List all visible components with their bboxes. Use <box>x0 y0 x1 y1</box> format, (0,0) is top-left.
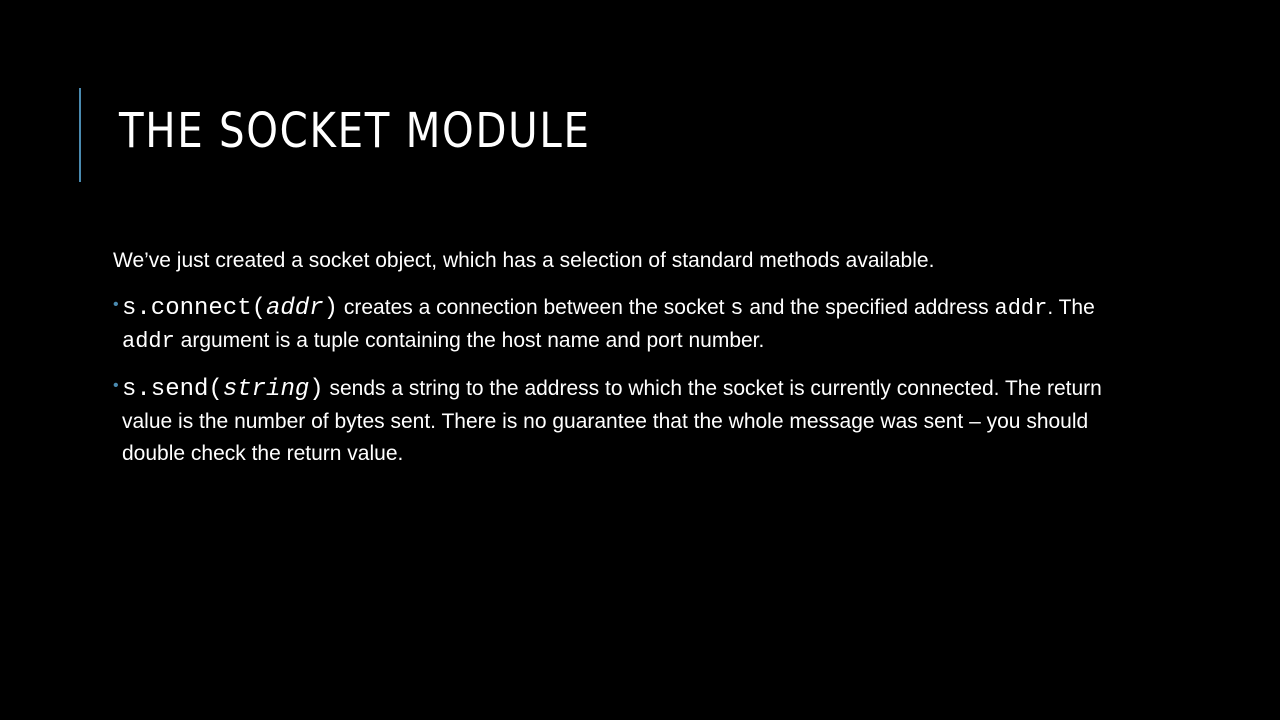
bullet-connect <box>113 292 1113 358</box>
intro-paragraph: We’ve just created a socket object, which has a selection of standard methods available. <box>113 249 935 272</box>
bullet-text: argument is a tuple containing the host name and port number. <box>174 329 765 352</box>
code-method-send: s.send( <box>122 376 223 403</box>
bullet-dot-icon: • <box>113 377 119 394</box>
code-s: s <box>730 296 744 321</box>
code-method-connect: s.connect( <box>122 295 267 322</box>
code-addr: addr <box>122 329 175 354</box>
bullet-text: sends a string to the address to which the socket is currently connected. The return value is the number of bytes sent. There is no guarantee that the whole message was sent – you should double check the return value. <box>122 377 1102 465</box>
bullet-text: and the specified address <box>743 296 995 319</box>
code-arg-string: string <box>222 376 310 403</box>
code-arg-addr: addr <box>266 295 324 322</box>
code-close-paren: ) <box>309 376 324 403</box>
slide-body <box>113 245 1113 485</box>
code-close-paren: ) <box>323 295 339 322</box>
bullet-text: creates a connection between the socket <box>338 296 731 319</box>
slide-title: THE SOCKET MODULE <box>119 103 591 159</box>
bullet-dot-icon: • <box>113 296 119 313</box>
bullet-text: . The <box>1047 296 1095 319</box>
title-accent-bar <box>79 88 81 182</box>
bullet-send <box>113 373 1113 470</box>
code-addr: addr <box>994 296 1048 321</box>
